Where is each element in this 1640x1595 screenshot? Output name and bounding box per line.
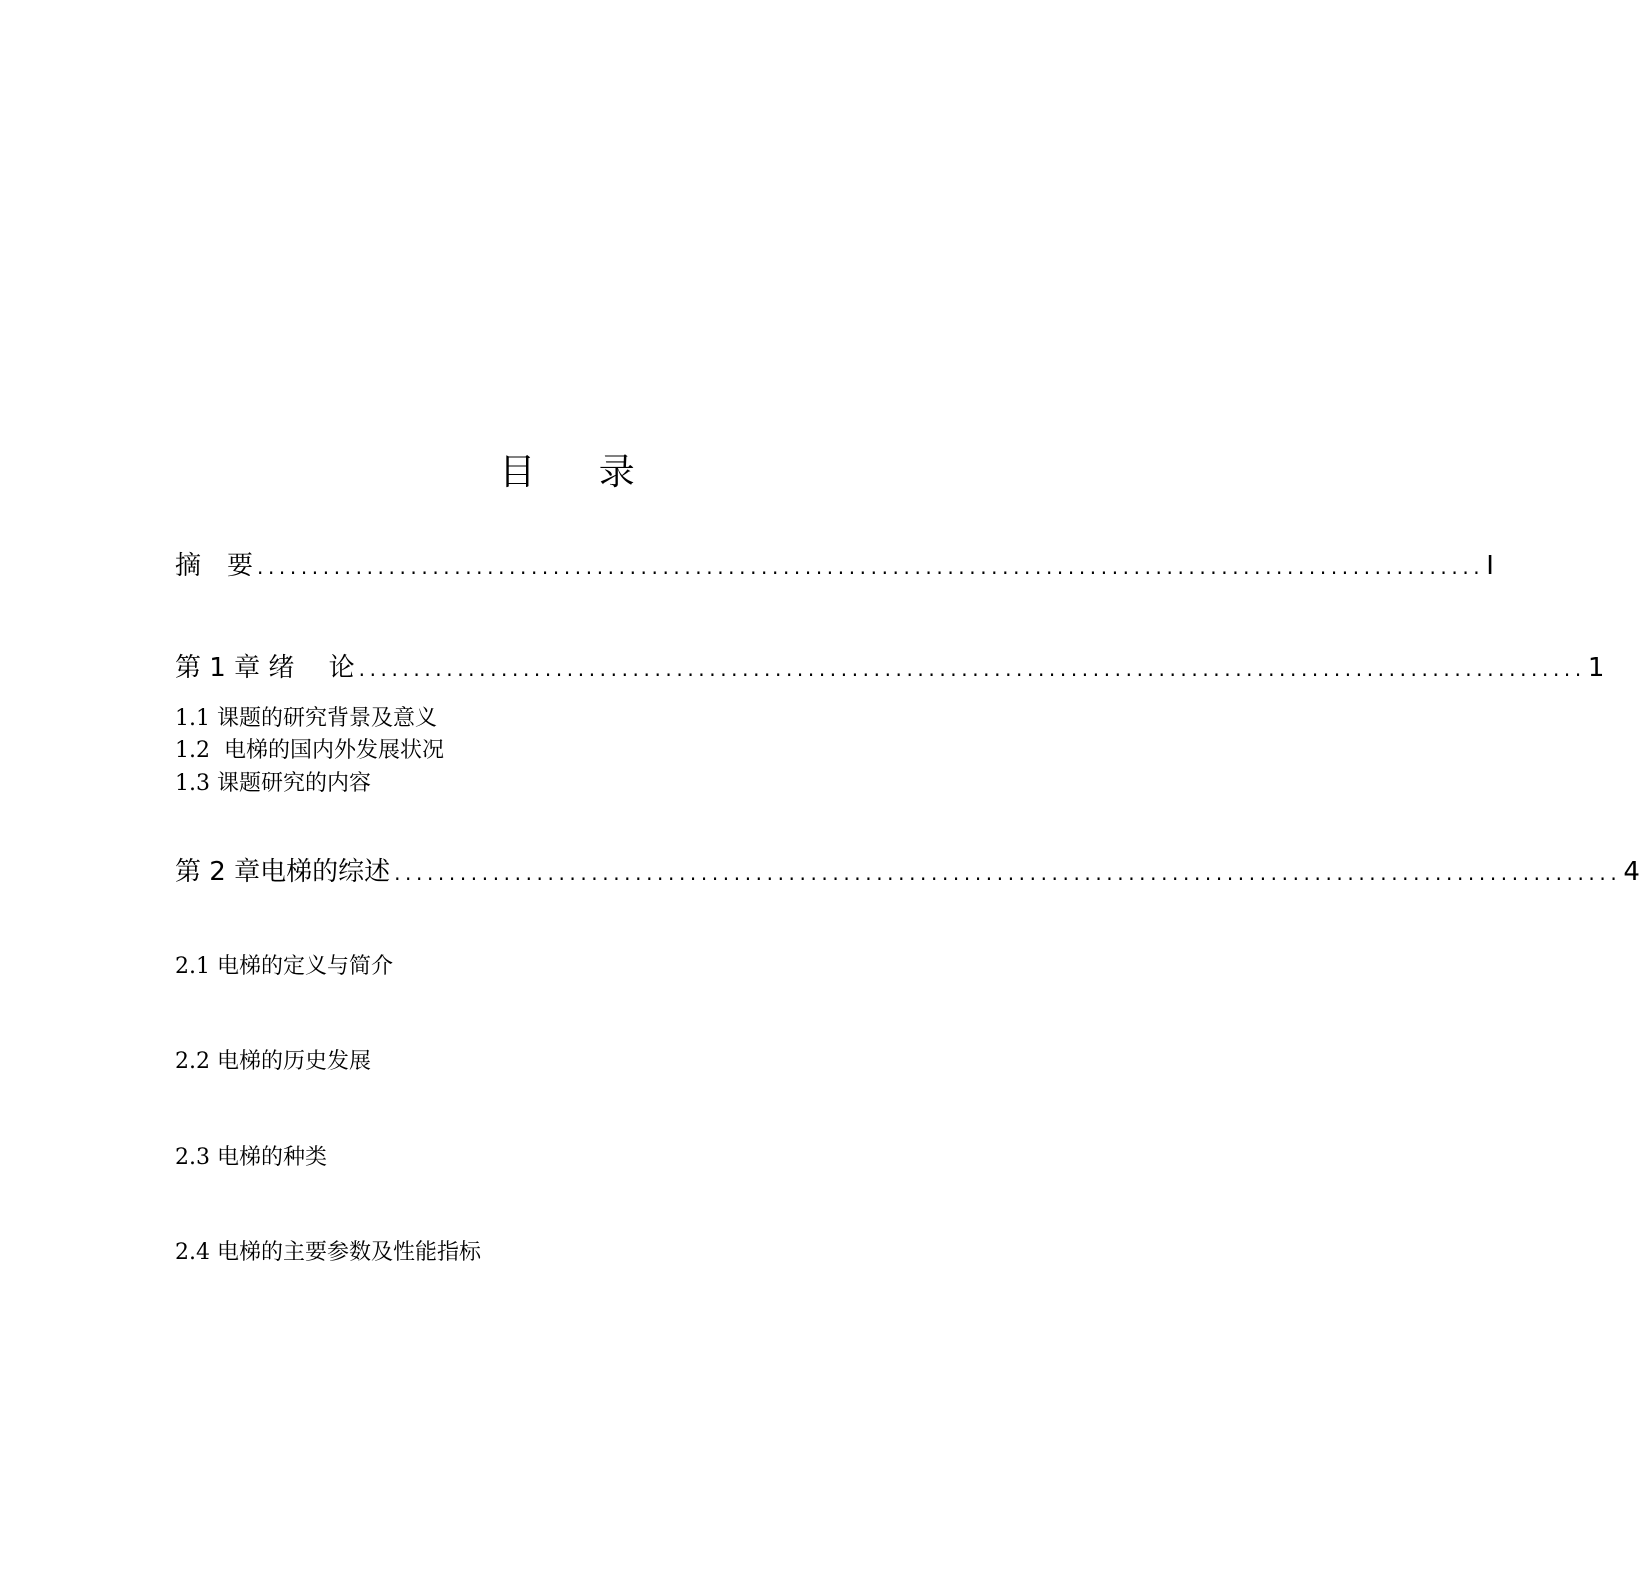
- toc-entry-label: 摘 要: [175, 551, 254, 581]
- toc-entry-label: 第 1 章 绪 论: [175, 653, 355, 683]
- dot-leader: ................................................................................................................: [257, 555, 1485, 579]
- dot-leader: ................................................................................................................: [394, 861, 1622, 885]
- toc-page-number: 1: [1587, 653, 1605, 683]
- toc-section-1-1[interactable]: 1.1 课题的研究背景及意义: [175, 706, 437, 731]
- toc-section-2-4[interactable]: 2.4 电梯的主要参数及性能指标: [175, 1240, 481, 1265]
- toc-entry-abstract[interactable]: [175, 546, 1494, 587]
- toc-entry-label: 第 2 章电梯的综述: [175, 857, 391, 887]
- toc-page-number: 4: [1623, 857, 1640, 887]
- toc-entry-chapter-2[interactable]: [175, 852, 1640, 893]
- toc-section-1-3[interactable]: 1.3 课题研究的内容: [175, 771, 371, 796]
- toc-page-number: I: [1486, 551, 1494, 581]
- toc-section-2-2[interactable]: 2.2 电梯的历史发展: [175, 1049, 371, 1074]
- dot-leader: ................................................................................................................: [358, 657, 1586, 681]
- toc-entry-chapter-1[interactable]: [175, 648, 1605, 689]
- toc-section-1-2[interactable]: 1.2 电梯的国内外发展状况: [175, 738, 444, 763]
- toc-title: 目 录: [499, 452, 661, 493]
- toc-section-2-1[interactable]: 2.1 电梯的定义与简介: [175, 954, 393, 979]
- toc-section-2-3[interactable]: 2.3 电梯的种类: [175, 1145, 327, 1170]
